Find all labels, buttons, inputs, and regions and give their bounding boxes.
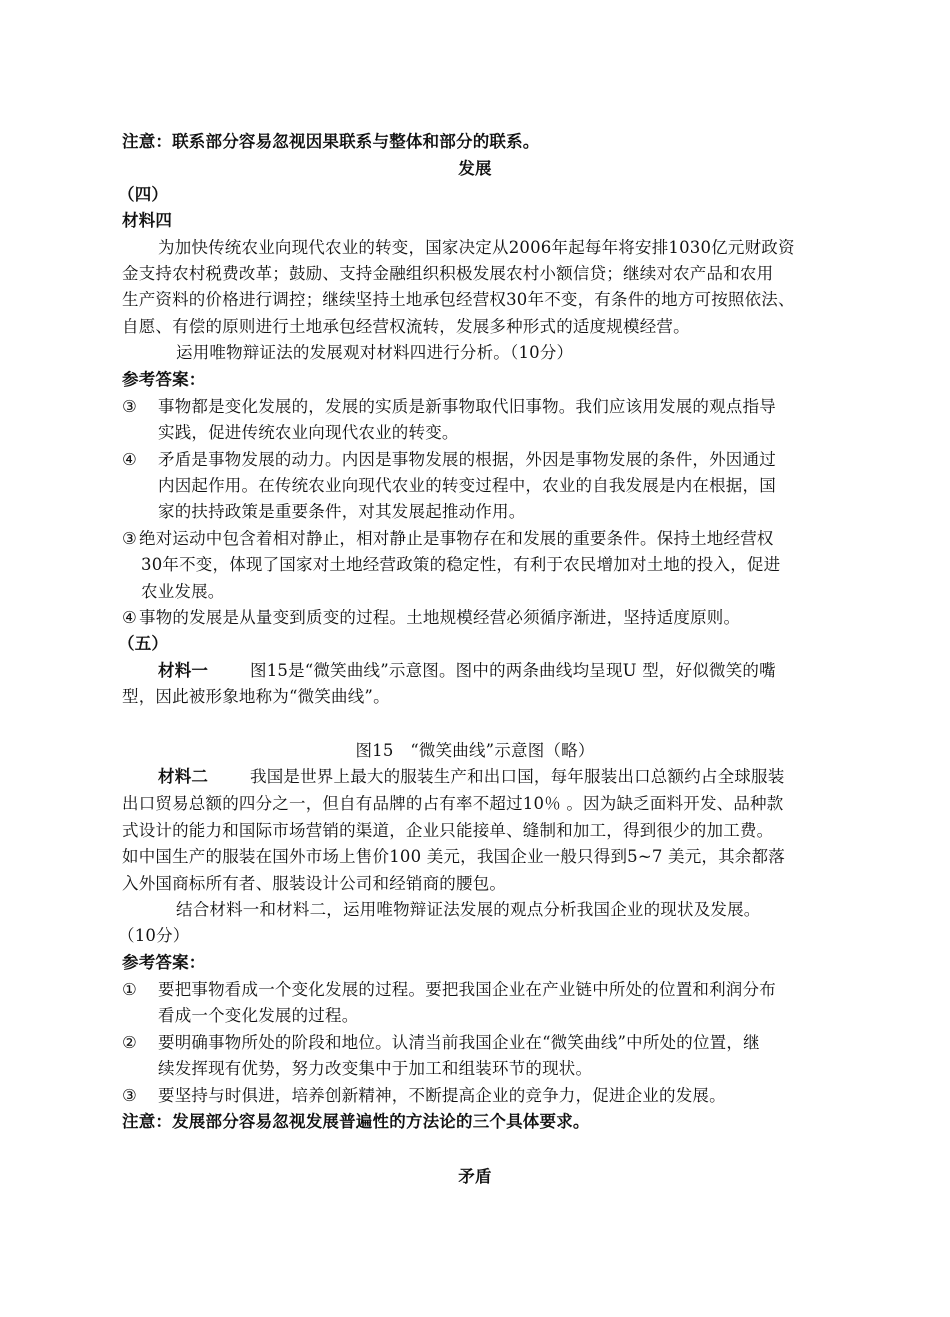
- paragraph-line: 为加快传统农业向现代农业的转变，国家决定从2006年起每年将安排1030亿元财政资: [158, 238, 795, 257]
- paragraph-line: 图15是“微笑曲线”示意图。图中的两条曲线均呈现U 型，好似微笑的嘴: [250, 661, 776, 680]
- paragraph-line: 入外国商标所有者、服装设计公司和经销商的腰包。: [122, 874, 507, 893]
- material-title-4: 材料四: [122, 211, 173, 230]
- answer-line: 内因起作用。在传统农业向现代农业的转变过程中，农业的自我发展是内在根据，国: [158, 476, 776, 495]
- answer-marker: ③: [122, 397, 137, 416]
- note-connection: 注意：联系部分容易忽视因果联系与整体和部分的联系。: [122, 132, 540, 151]
- answer-line: 事物的发展是从量变到质变的过程。土地规模经营必须循序渐进，坚持适度原则。: [139, 608, 741, 627]
- answer-marker: ①: [122, 980, 137, 999]
- answer-marker: ③: [122, 529, 137, 548]
- question-5-score: （10分）: [118, 926, 190, 945]
- answer-line: 要坚持与时俱进，培养创新精神，不断提高企业的竞争力，促进企业的发展。: [158, 1086, 726, 1105]
- answer-line: 看成一个变化发展的过程。: [158, 1006, 359, 1025]
- paragraph-line: 金支持农村税费改革；鼓励、支持金融组织积极发展农村小额信贷；继续对农产品和农用: [122, 264, 774, 283]
- paragraph-line: 我国是世界上最大的服装生产和出口国，每年服装出口总额约占全球服装: [250, 767, 785, 786]
- answer-line: 矛盾是事物发展的动力。内因是事物发展的根据，外因是事物发展的条件，外因通过: [158, 450, 776, 469]
- paragraph-line: 型，因此被形象地称为“微笑曲线”。: [122, 687, 390, 706]
- answer-title-4: 参考答案：: [122, 370, 206, 389]
- answer-marker: ④: [122, 450, 137, 469]
- answer-line: 实践，促进传统农业向现代农业的转变。: [158, 423, 459, 442]
- answer-line: 30年不变，体现了国家对土地经营政策的稳定性，有利于农民增加对土地的投入，促进: [141, 555, 781, 574]
- answer-line: 续发挥现有优势，努力改变集中于加工和组装环节的现状。: [158, 1059, 593, 1078]
- paragraph-line: 式设计的能力和国际市场营销的渠道，企业只能接单、缝制和加工，得到很少的加工费。: [122, 821, 774, 840]
- paragraph-line: 如中国生产的服装在国外市场上售价100 美元，我国企业一般只得到5~7 美元，其余都落: [122, 847, 785, 866]
- section-title-development: 发展: [458, 159, 492, 178]
- answer-line: 要明确事物所处的阶段和地位。认清当前我国企业在“微笑曲线”中所处的位置，继: [158, 1033, 760, 1052]
- answer-marker: ④: [122, 608, 137, 627]
- answer-marker: ③: [122, 1086, 137, 1105]
- paragraph-line: 自愿、有偿的原则进行土地承包经营权流转，发展多种形式的适度规模经营。: [122, 317, 690, 336]
- note-development: 注意：发展部分容易忽视发展普遍性的方法论的三个具体要求。: [122, 1112, 590, 1131]
- material-title-5-2: 材料二: [158, 767, 209, 786]
- answer-line: 事物都是变化发展的，发展的实质是新事物取代旧事物。我们应该用发展的观点指导: [158, 397, 776, 416]
- answer-line: 要把事物看成一个变化发展的过程。要把我国企业在产业链中所处的位置和利润分布: [158, 980, 776, 999]
- part-label-4: （四）: [118, 185, 169, 204]
- answer-line: 绝对运动中包含着相对静止，相对静止是事物存在和发展的重要条件。保持土地经营权: [139, 529, 774, 548]
- paragraph-line: 生产资料的价格进行调控；继续坚持土地承包经营权30年不变，有条件的地方可按照依法、: [122, 290, 795, 309]
- figure-caption: 图15 “微笑曲线”示意图（略）: [355, 741, 595, 760]
- question-5: 结合材料一和材料二，运用唯物辩证法发展的观点分析我国企业的现状及发展。: [176, 900, 761, 919]
- section-title-contradiction: 矛盾: [458, 1167, 492, 1186]
- answer-line: 家的扶持政策是重要条件，对其发展起推动作用。: [158, 502, 526, 521]
- answer-line: 农业发展。: [141, 582, 225, 601]
- paragraph-line: 出口贸易总额的四分之一，但自有品牌的占有率不超过10％ 。因为缺乏面料开发、品种款: [122, 794, 784, 813]
- part-label-5: （五）: [118, 634, 169, 653]
- question-4: 运用唯物辩证法的发展观对材料四进行分析。（10分）: [176, 343, 574, 362]
- answer-title-5: 参考答案：: [122, 953, 206, 972]
- answer-marker: ②: [122, 1033, 137, 1052]
- material-title-5-1: 材料一: [158, 661, 209, 680]
